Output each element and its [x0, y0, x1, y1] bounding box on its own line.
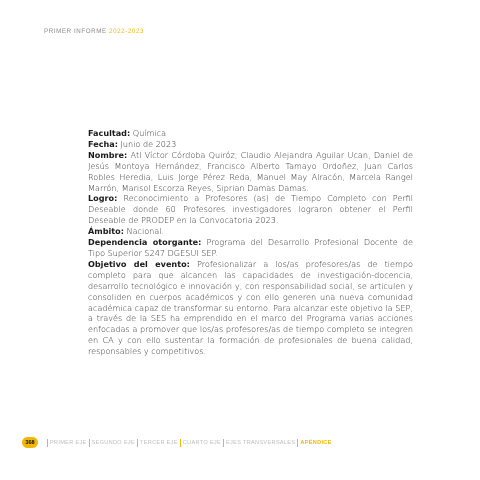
nombre-label: Nombre: — [88, 149, 128, 160]
nav-divider — [180, 439, 181, 447]
objetivo-line — [88, 259, 413, 357]
facultad-value: Química — [132, 128, 167, 138]
ambito-label: Ámbito: — [88, 226, 124, 237]
dependencia-value: Programa del Desarrollo Profesional Docente de Tipo Superior S247 DGESUI SEP. — [88, 237, 414, 258]
logro-value: Reconocimiento a Profesores (as) de Tiempo Completo con Perfil Deseable donde 60 Profesores investigadores lograron obtener el Perfil Deseable de PRODEP en la Convocatoria 2023. — [88, 193, 413, 226]
objetivo-value: Profesionalizar a los/as profesores/as de tiempo completo para que alcancen las capacidades de investigación-docencia, desarrollo tecnológico e innovación y, con responsabilidad social, se articulen y consoliden en cuerpos académicos y con ello generen una nueva comunidad académica capaz de transformar su entorno. Para alcanzar este objetivo la SEP, a través de la SES ha emprendido en el marco del Programa varias acciones enfocadas a promover que los/as profesores/as de tiempo completo se integren en CA y con ello sustentar la formación de profesionales de buena calidad, responsables y competitivos. — [88, 258, 413, 357]
nav-divider — [223, 439, 224, 447]
nombre-value: Atl Víctor Córdoba Quiróz, Claudio Alejandra Aguilar Ucan, Daniel de Jesús Montoya Hernández, Francisco Alberto Tamayo Ordoñez, Juan Carlos Robles Heredia, Luis Jorge Pérez Reda, Manuel May Alracón, Marcela Rangel Marrón, Marisol Escorza Reyes, Siprian Damas Damas. — [88, 149, 413, 193]
nav-primer-eje[interactable]: PRIMER EJE — [50, 439, 87, 446]
nombre-line — [88, 150, 413, 194]
ambito-line — [88, 226, 413, 237]
facultad-label: Facultad: — [88, 128, 131, 138]
nav-ejes-transversales[interactable]: EJES TRANSVERSALES — [226, 439, 296, 446]
fecha-value: Junio de 2023 — [120, 138, 177, 149]
objetivo-label: Objetivo del evento: — [88, 258, 190, 269]
nav-apendice[interactable]: APÉNDICE — [300, 439, 332, 446]
nav-cuarto-eje[interactable]: CUARTO EJE — [182, 439, 222, 446]
page-number-badge: 368 — [22, 437, 38, 448]
award-entry — [88, 128, 413, 357]
nav-divider — [297, 439, 298, 447]
logro-line — [88, 193, 413, 226]
ambito-value: Nacional. — [126, 226, 165, 237]
fecha-line — [88, 139, 413, 150]
logro-label: Logro: — [88, 193, 118, 204]
report-year: 2022-2023 — [109, 28, 145, 35]
fecha-label: Fecha: — [88, 138, 118, 149]
nav-tercer-eje[interactable]: TERCER EJE — [139, 439, 178, 446]
dependencia-line — [88, 237, 413, 259]
footer-navigation — [22, 437, 333, 448]
nav-divider — [137, 439, 138, 447]
nav-segundo-eje[interactable]: SEGUNDO EJE — [91, 439, 135, 446]
report-title: PRIMER INFORME — [44, 28, 107, 35]
nav-divider — [89, 439, 90, 447]
facultad-line — [88, 128, 413, 139]
dependencia-label: Dependencia otorgante: — [88, 237, 202, 248]
nav-divider — [47, 439, 48, 447]
report-header — [44, 28, 144, 35]
